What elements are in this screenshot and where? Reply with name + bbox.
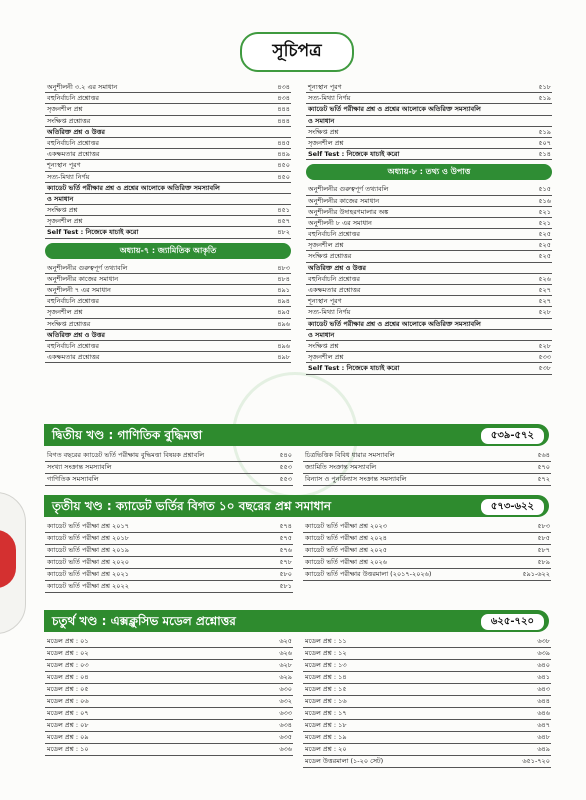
- toc-entry-page: ৪৫৭: [277, 217, 290, 226]
- toc-entry-page: ৪৮৩: [277, 263, 290, 272]
- toc-entry-page: ৫২৬: [538, 274, 551, 283]
- toc-entry-page: ৬৪৭: [537, 721, 550, 729]
- toc-entry-page: ৪৯১: [277, 286, 290, 294]
- toc-entry-page: ৪৪৫: [277, 138, 290, 147]
- toc-entry-title: গাণিতিক সমস্যাবলি: [47, 475, 99, 483]
- toc-entry-title: ক্যাডেট ভর্তি পরীক্ষা প্রশ্ন ২০২১: [47, 570, 129, 578]
- section-4-header: [44, 610, 549, 632]
- toc-entry-title: একক্ষমতার প্রশ্নোত্তর: [47, 353, 100, 362]
- toc-entry-title: মডেল প্রশ্ন : ০২: [47, 649, 89, 657]
- toc-entry-title: ও সমাধান: [308, 116, 335, 125]
- toc-entry-title: অনুশীলনীর কাজের সমাধান: [308, 196, 380, 205]
- toc-entry-title: সৃজনশীল প্রশ্ন: [308, 138, 344, 147]
- toc-entry-title: মডেল প্রশ্ন : ০৪: [47, 673, 89, 681]
- toc-entry-page: ৫১৬: [538, 196, 551, 205]
- toc-entry-page: ৬৪০: [537, 661, 550, 669]
- toc-entry: [303, 521, 551, 533]
- toc-entry: [45, 127, 291, 138]
- toc-entry-title: মডেল প্রশ্ন : ১৫: [305, 685, 347, 693]
- toc-entry-page: ৬২৬: [279, 649, 292, 657]
- toc-entry-title: মডেল প্রশ্ন : ১০: [47, 745, 89, 753]
- toc-entry-title: বহুনির্বাচনি প্রশ্নোত্তর: [308, 274, 360, 283]
- toc-entry-title: মডেল প্রশ্ন : ০৫: [47, 685, 89, 693]
- toc-entry: [306, 296, 552, 307]
- toc-entry-page: ৬৩৯: [537, 649, 550, 657]
- toc-entry-title: অনুশীলনী ৭ এর সমাধান: [47, 286, 111, 294]
- toc-entry-page: ৫১৯: [538, 127, 551, 136]
- toc-entry: [306, 93, 552, 104]
- toc-entry: [303, 533, 551, 545]
- toc-entry-page: ৫২৮: [538, 308, 551, 317]
- toc-entry-page: ৫৭২: [537, 475, 550, 483]
- toc-entry-page: ৫৭৪: [279, 522, 292, 530]
- toc-entry-page: ৫৭৮: [279, 558, 292, 566]
- toc-entry-title: অতিরিক্ত প্রশ্ন ও উত্তর: [47, 127, 105, 136]
- toc-entry: [306, 307, 552, 318]
- toc-entry-title: অনুশীলনী ৩.২ এর সমাধান: [47, 83, 118, 91]
- toc-entry-title: সংক্ষিপ্ত প্রশ্নোত্তর: [308, 252, 352, 261]
- toc-entry-title: মডেল প্রশ্ন : ১২: [305, 649, 347, 657]
- toc-entry-page: ৫৩৮: [538, 364, 551, 373]
- toc-entry: [306, 116, 552, 127]
- toc-entry-title: মডেল প্রশ্ন : ০৬: [47, 697, 89, 705]
- section-4-title: চতুর্থ খণ্ড : এক্সক্লুসিভ মডেল প্রশ্নোত্তর: [52, 614, 236, 628]
- toc-entry-title: মডেল প্রশ্ন : ১১: [305, 637, 347, 645]
- toc-entry-title: অনুশীলনীর গুরুত্বপূর্ণ তথ্যাবলি: [308, 185, 389, 194]
- toc-entry: [303, 732, 551, 744]
- toc-entry-page: ৪৯৬: [277, 319, 290, 328]
- toc-entry: [306, 240, 552, 251]
- toc-entry: [45, 474, 293, 486]
- right-column: [306, 82, 552, 375]
- toc-entry: [45, 160, 291, 171]
- toc-entry-title: মডেল প্রশ্ন : ০১: [47, 637, 89, 645]
- toc-entry: [306, 319, 552, 330]
- toc-entry-page: ৬৫১-৭২০: [522, 757, 550, 765]
- toc-entry: [303, 696, 551, 708]
- toc-entry-title: সংক্ষিপ্ত প্রশ্নোত্তর: [47, 319, 91, 328]
- toc-entry: [306, 229, 552, 240]
- toc-entry-page: ৫২৫: [538, 252, 551, 261]
- toc-entry-page: ৬৩০: [279, 685, 292, 693]
- toc-entry-page: ৫৫৩: [279, 463, 292, 471]
- toc-entry-page: ৪৫০: [277, 161, 290, 170]
- toc-entry: [303, 569, 551, 581]
- toc-entry: [45, 450, 293, 462]
- toc-entry: [306, 274, 552, 285]
- toc-entry-title: চিত্রভিত্তিক বিবিধ ধারার সমস্যাবলি: [305, 451, 395, 459]
- toc-entry: [303, 462, 551, 474]
- section-3-right-list: [303, 521, 551, 581]
- toc-entry-page: ৪৯৬: [277, 341, 290, 350]
- toc-entry: [45, 352, 291, 363]
- left-bottom-list: [45, 263, 291, 364]
- toc-entry-title: মডেল প্রশ্ন : ১৩: [305, 661, 347, 669]
- right-bottom-list: [306, 184, 552, 374]
- toc-entry: [306, 330, 552, 341]
- toc-entry-page: ৬৩৬: [279, 745, 292, 753]
- toc-entry-page: ৬৪৯: [537, 745, 550, 753]
- toc-entry: [45, 307, 291, 318]
- toc-entry-title: মডেল প্রশ্ন : ১৬: [305, 697, 347, 705]
- toc-entry: [45, 205, 291, 216]
- toc-entry-page: ৬৪৩: [537, 685, 550, 693]
- toc-entry: [45, 672, 293, 684]
- toc-entry-title: সত্য-মিথ্যা নির্ণয়: [47, 172, 90, 181]
- toc-entry: [45, 569, 293, 581]
- left-column: [45, 82, 291, 363]
- toc-entry-title: Self Test : নিজেকে যাচাই করো: [308, 150, 400, 159]
- toc-entry-title: বহুনির্বাচনি প্রশ্নোত্তর: [47, 297, 99, 306]
- toc-entry-title: Self Test : নিজেকে যাচাই করো: [308, 364, 400, 373]
- page-title: সূচিপত্র: [240, 32, 354, 72]
- toc-entry: [303, 636, 551, 648]
- toc-entry-page: ৫১৪: [538, 150, 551, 159]
- toc-entry-page: ৫২১: [538, 218, 551, 227]
- toc-entry-title: ক্যাডেট ভর্তি পরীক্ষার উত্তরমালা (২০১৭-২০২৬): [305, 570, 432, 578]
- toc-entry: [303, 672, 551, 684]
- toc-entry: [45, 696, 293, 708]
- toc-entry: [45, 720, 293, 732]
- toc-entry-page: ৫২৫: [538, 230, 551, 239]
- toc-entry-page: ৬৩৫: [279, 733, 292, 741]
- toc-entry-title: মডেল প্রশ্ন : ০৭: [47, 709, 89, 717]
- toc-entry-title: সৃজনশীল প্রশ্ন: [47, 217, 83, 226]
- toc-entry: [45, 296, 291, 307]
- toc-entry: [306, 196, 552, 207]
- toc-entry: [303, 474, 551, 486]
- toc-entry: [306, 285, 552, 296]
- toc-entry-page: ৫৮০: [279, 570, 292, 578]
- section-3-left-list: [45, 521, 293, 593]
- toc-entry: [45, 149, 291, 160]
- toc-entry-title: সৃজনশীল প্রশ্ন: [47, 105, 83, 114]
- toc-entry-title: বহুনির্বাচনি প্রশ্নোত্তর: [47, 94, 99, 103]
- toc-entry: [303, 557, 551, 569]
- toc-entry-page: ৪৯৫: [277, 308, 290, 317]
- toc-entry-page: ৫৮৯: [537, 558, 550, 566]
- toc-entry-title: সংক্ষিপ্ত প্রশ্নোত্তর: [47, 116, 91, 125]
- toc-entry: [306, 263, 552, 274]
- toc-entry: [45, 82, 291, 93]
- section-4-left-list: [45, 636, 293, 756]
- section-2-right-list: [303, 450, 551, 486]
- toc-entry-page: ৫০৭: [538, 138, 551, 147]
- toc-entry-title: সৃজনশীল প্রশ্ন: [47, 308, 83, 317]
- toc-entry-page: ৬৪৪: [537, 697, 550, 705]
- toc-entry: [45, 341, 291, 352]
- toc-entry-title: ক্যাডেট ভর্তি পরীক্ষার প্রশ্ন ও প্রশ্নের আলোকে অতিরিক্ত সমস্যাবলি: [308, 319, 481, 328]
- toc-entry-page: ৫১৯: [538, 94, 551, 103]
- toc-entry-title: ক্যাডেট ভর্তি পরীক্ষা প্রশ্ন ২০২৫: [305, 546, 387, 554]
- toc-entry: [306, 138, 552, 149]
- toc-entry-title: সৃজনশীল প্রশ্ন: [308, 241, 344, 250]
- toc-entry-page: ৪৮২: [277, 228, 290, 237]
- toc-entry: [45, 581, 293, 593]
- toc-entry: [306, 149, 552, 160]
- toc-entry: [306, 251, 552, 262]
- toc-entry: [306, 352, 552, 363]
- toc-entry-page: ৪৯৮: [277, 353, 290, 362]
- toc-entry-page: ৪৫১: [277, 206, 290, 215]
- toc-entry-title: বিন্যাস ও পুনর্বিন্যাস সংক্রান্ত সমস্যাবলি: [305, 475, 407, 483]
- toc-entry-title: ক্যাডেট ভর্তি পরীক্ষা প্রশ্ন ২০২২: [47, 582, 129, 590]
- toc-entry-page: ৬৩২: [279, 697, 292, 705]
- section-2-title: দ্বিতীয় খণ্ড : গাণিতিক বুদ্ধিমত্তা: [52, 428, 203, 442]
- toc-entry-title: মডেল উত্তরমালা (১-২০ সেট): [305, 757, 384, 765]
- toc-entry-page: ৬২৫: [279, 637, 292, 645]
- toc-entry-title: সত্য-মিথ্যা নির্ণয়: [308, 308, 351, 317]
- toc-entry-title: শূন্যস্থান পূরণ: [308, 297, 342, 306]
- toc-entry: [45, 708, 293, 720]
- toc-entry-title: শূন্যস্থান পূরণ: [47, 161, 81, 170]
- toc-entry-page: ৬৩৩: [279, 709, 292, 717]
- toc-entry: [45, 684, 293, 696]
- toc-entry: [303, 450, 551, 462]
- toc-entry-title: মডেল প্রশ্ন : ০৩: [47, 661, 89, 669]
- toc-entry-page: ৪৪৯: [277, 150, 290, 159]
- toc-entry: [45, 183, 291, 194]
- toc-entry-title: ক্যাডেট ভর্তি পরীক্ষা প্রশ্ন ২০১৮: [47, 534, 129, 542]
- toc-entry: [45, 194, 291, 205]
- toc-entry: [306, 184, 552, 195]
- toc-entry-title: অতিরিক্ত প্রশ্ন ও উত্তর: [308, 263, 366, 272]
- toc-entry: [306, 341, 552, 352]
- toc-entry-title: ক্যাডেট ভর্তি পরীক্ষা প্রশ্ন ২০১৭: [47, 522, 129, 530]
- toc-entry-title: Self Test : নিজেকে যাচাই করো: [47, 228, 139, 237]
- toc-entry-title: সংক্ষিপ্ত প্রশ্ন: [308, 341, 339, 350]
- toc-entry: [303, 708, 551, 720]
- toc-entry-title: শূন্যস্থান পূরণ: [308, 83, 342, 91]
- left-top-list: [45, 82, 291, 239]
- toc-entry: [45, 744, 293, 756]
- toc-entry-page: ৫৮১: [279, 582, 292, 590]
- toc-entry-title: মডেল প্রশ্ন : ০৯: [47, 733, 89, 741]
- toc-entry: [306, 82, 552, 93]
- toc-entry-title: জ্যামিতি সংক্রান্ত সমস্যাবলি: [305, 463, 377, 471]
- toc-entry: [306, 363, 552, 374]
- toc-entry: [45, 545, 293, 557]
- toc-entry-title: মডেল প্রশ্ন : ১৪: [305, 673, 347, 681]
- toc-entry-page: ৪৩৪: [277, 83, 290, 91]
- toc-entry-page: ৫২৫: [538, 241, 551, 250]
- toc-entry-title: সৃজনশীল প্রশ্ন: [308, 353, 344, 362]
- toc-entry: [45, 330, 291, 341]
- toc-entry: [45, 636, 293, 648]
- toc-entry: [303, 545, 551, 557]
- toc-entry-page: ৫৪০: [279, 451, 292, 459]
- toc-entry-title: বহুনির্বাচনি প্রশ্নোত্তর: [308, 230, 360, 239]
- toc-entry: [45, 285, 291, 296]
- toc-entry-page: ৫১৫: [538, 185, 551, 194]
- toc-entry: [45, 227, 291, 238]
- toc-entry: [45, 172, 291, 183]
- toc-entry: [45, 660, 293, 672]
- toc-entry-page: ৫৩৩: [538, 353, 551, 362]
- toc-entry-page: ৫৫৩: [279, 475, 292, 483]
- toc-entry-title: মডেল প্রশ্ন : ০৮: [47, 721, 89, 729]
- toc-entry-page: ৪৪৪: [277, 105, 290, 114]
- toc-entry: [306, 207, 552, 218]
- toc-entry: [306, 218, 552, 229]
- toc-entry-title: ক্যাডেট ভর্তি পরীক্ষা প্রশ্ন ২০২৬: [305, 558, 387, 566]
- toc-entry-title: মডেল প্রশ্ন : ১৭: [305, 709, 347, 717]
- section-2-header: [44, 424, 549, 446]
- toc-entry-title: ক্যাডেট ভর্তি পরীক্ষা প্রশ্ন ২০১৯: [47, 546, 129, 554]
- toc-entry-title: একক্ষমতার প্রশ্নোত্তর: [47, 150, 100, 159]
- toc-entry: [45, 274, 291, 285]
- toc-entry: [45, 521, 293, 533]
- toc-entry-title: অনুশীলনী ৮ এর সমাধান: [308, 218, 372, 227]
- toc-entry-title: বহুনির্বাচনি প্রশ্নোত্তর: [47, 341, 99, 350]
- toc-entry: [45, 138, 291, 149]
- toc-entry-title: ক্যাডেট ভর্তি পরীক্ষার প্রশ্ন ও প্রশ্নের আলোকে অতিরিক্ত সমস্যাবলি: [47, 183, 220, 192]
- toc-entry: [45, 648, 293, 660]
- toc-entry: [45, 533, 293, 545]
- toc-entry-page: ৬৪১: [537, 673, 550, 681]
- toc-entry-title: অনুশীলনীর উদাহরণমালার অঙ্ক: [308, 207, 389, 216]
- toc-entry: [303, 720, 551, 732]
- toc-entry-title: ও সমাধান: [47, 194, 74, 203]
- toc-entry-page: ৬৪৮: [537, 733, 550, 741]
- toc-entry-page: ৬৪৬: [537, 709, 550, 717]
- toc-entry-title: বিগত বছরের ক্যাডেট ভর্তি পরীক্ষায় বুদ্ধিমত্তা বিষয়ক প্রশ্নাবলি: [47, 451, 205, 459]
- section-2-left-list: [45, 450, 293, 486]
- toc-entry-page: ৬২৯: [279, 673, 292, 681]
- toc-entry-title: অনুশীলনীর কাজের সমাধান: [47, 274, 119, 283]
- toc-entry-page: ৫৭৬: [279, 546, 292, 554]
- toc-entry-page: ৪৩৪: [277, 94, 290, 103]
- toc-entry-title: মডেল প্রশ্ন : ২০: [305, 745, 347, 753]
- section-2-page-range: ৫৩৯-৫৭২: [480, 427, 545, 445]
- toc-entry-title: মডেল প্রশ্ন : ১৮: [305, 721, 347, 729]
- chapter-8-heading: অধ্যায়-৮ : তথ্য ও উপাত্ত: [306, 164, 552, 180]
- toc-entry-page: ৬৩৪: [279, 721, 292, 729]
- toc-entry-page: ৫২৭: [538, 297, 551, 306]
- toc-entry: [45, 93, 291, 104]
- toc-entry-page: ৫৭৫: [279, 534, 292, 542]
- toc-entry-page: ৬৩৮: [537, 637, 550, 645]
- toc-entry-page: ৫২৮: [538, 341, 551, 350]
- toc-entry: [303, 744, 551, 756]
- toc-entry-title: সংক্ষিপ্ত প্রশ্ন: [47, 206, 78, 215]
- section-3-title: তৃতীয় খণ্ড : ক্যাডেট ভর্তির বিগত ১০ বছরের প্রশ্ন সমাধান: [52, 499, 331, 513]
- section-4-page-range: ৬২৫-৭২০: [480, 613, 545, 631]
- toc-entry: [45, 557, 293, 569]
- toc-entry-title: অনুশীলনীর গুরুত্বপূর্ণ তথ্যাবলি: [47, 263, 128, 272]
- section-4-right-list: [303, 636, 551, 768]
- toc-entry-page: ৫২৭: [538, 286, 551, 294]
- toc-entry: [45, 732, 293, 744]
- toc-entry-page: ৫৯১-৬২২: [522, 570, 550, 578]
- toc-entry: [303, 648, 551, 660]
- toc-entry: [303, 684, 551, 696]
- toc-entry: [45, 216, 291, 227]
- toc-entry-title: অতিরিক্ত প্রশ্ন ও উত্তর: [47, 330, 105, 339]
- toc-entry-title: মডেল প্রশ্ন : ১৯: [305, 733, 347, 741]
- toc-entry-page: ৪৮৪: [277, 274, 290, 283]
- toc-entry: [45, 319, 291, 330]
- toc-entry: [45, 104, 291, 115]
- toc-entry-title: ও সমাধান: [308, 330, 335, 339]
- toc-entry: [306, 104, 552, 115]
- toc-entry-page: ৫৮৫: [537, 534, 550, 542]
- chapter-7-heading: অধ্যায়-৭ : জ্যামিতিক আকৃতি: [45, 243, 291, 259]
- toc-entry-page: ৫৬৪: [537, 451, 550, 459]
- toc-entry-page: ৫৮৩: [537, 522, 550, 530]
- toc-entry-page: ৫১৮: [538, 83, 551, 91]
- toc-entry-page: ৬২৮: [279, 661, 292, 669]
- toc-entry-page: ৫৮৭: [537, 546, 550, 554]
- toc-entry-page: ৪৯৪: [277, 297, 290, 306]
- toc-entry: [45, 462, 293, 474]
- toc-entry-title: ক্যাডেট ভর্তি পরীক্ষা প্রশ্ন ২০২৪: [305, 534, 387, 542]
- toc-entry-page: ৫২১: [538, 207, 551, 216]
- toc-entry-title: ক্যাডেট ভর্তি পরীক্ষার প্রশ্ন ও প্রশ্নের আলোকে অতিরিক্ত সমস্যাবলি: [308, 105, 481, 114]
- toc-entry: [303, 756, 551, 768]
- toc-entry-page: ৪৫০: [277, 172, 290, 181]
- toc-entry-title: সংখ্যা সংক্রান্ত সমস্যাবলি: [47, 463, 112, 471]
- toc-entry: [45, 263, 291, 274]
- toc-entry: [306, 127, 552, 138]
- toc-entry-page: ৫৭০: [537, 463, 550, 471]
- toc-entry-title: ক্যাডেট ভর্তি পরীক্ষা প্রশ্ন ২০২০: [47, 558, 129, 566]
- toc-entry-title: সত্য-মিথ্যা নির্ণয়: [308, 94, 351, 103]
- toc-entry-title: ক্যাডেট ভর্তি পরীক্ষা প্রশ্ন ২০২৩: [305, 522, 387, 530]
- toc-entry: [303, 660, 551, 672]
- toc-entry: [45, 116, 291, 127]
- section-3-header: [44, 495, 549, 517]
- right-top-list: [306, 82, 552, 160]
- toc-entry-page: ৪৪৪: [277, 116, 290, 125]
- toc-entry-title: একক্ষমতার প্রশ্নোত্তর: [308, 286, 361, 294]
- toc-entry-title: বহুনির্বাচনি প্রশ্নোত্তর: [47, 138, 99, 147]
- toc-entry-title: সংক্ষিপ্ত প্রশ্ন: [308, 127, 339, 136]
- section-3-page-range: ৫৭৩-৬২২: [480, 498, 545, 516]
